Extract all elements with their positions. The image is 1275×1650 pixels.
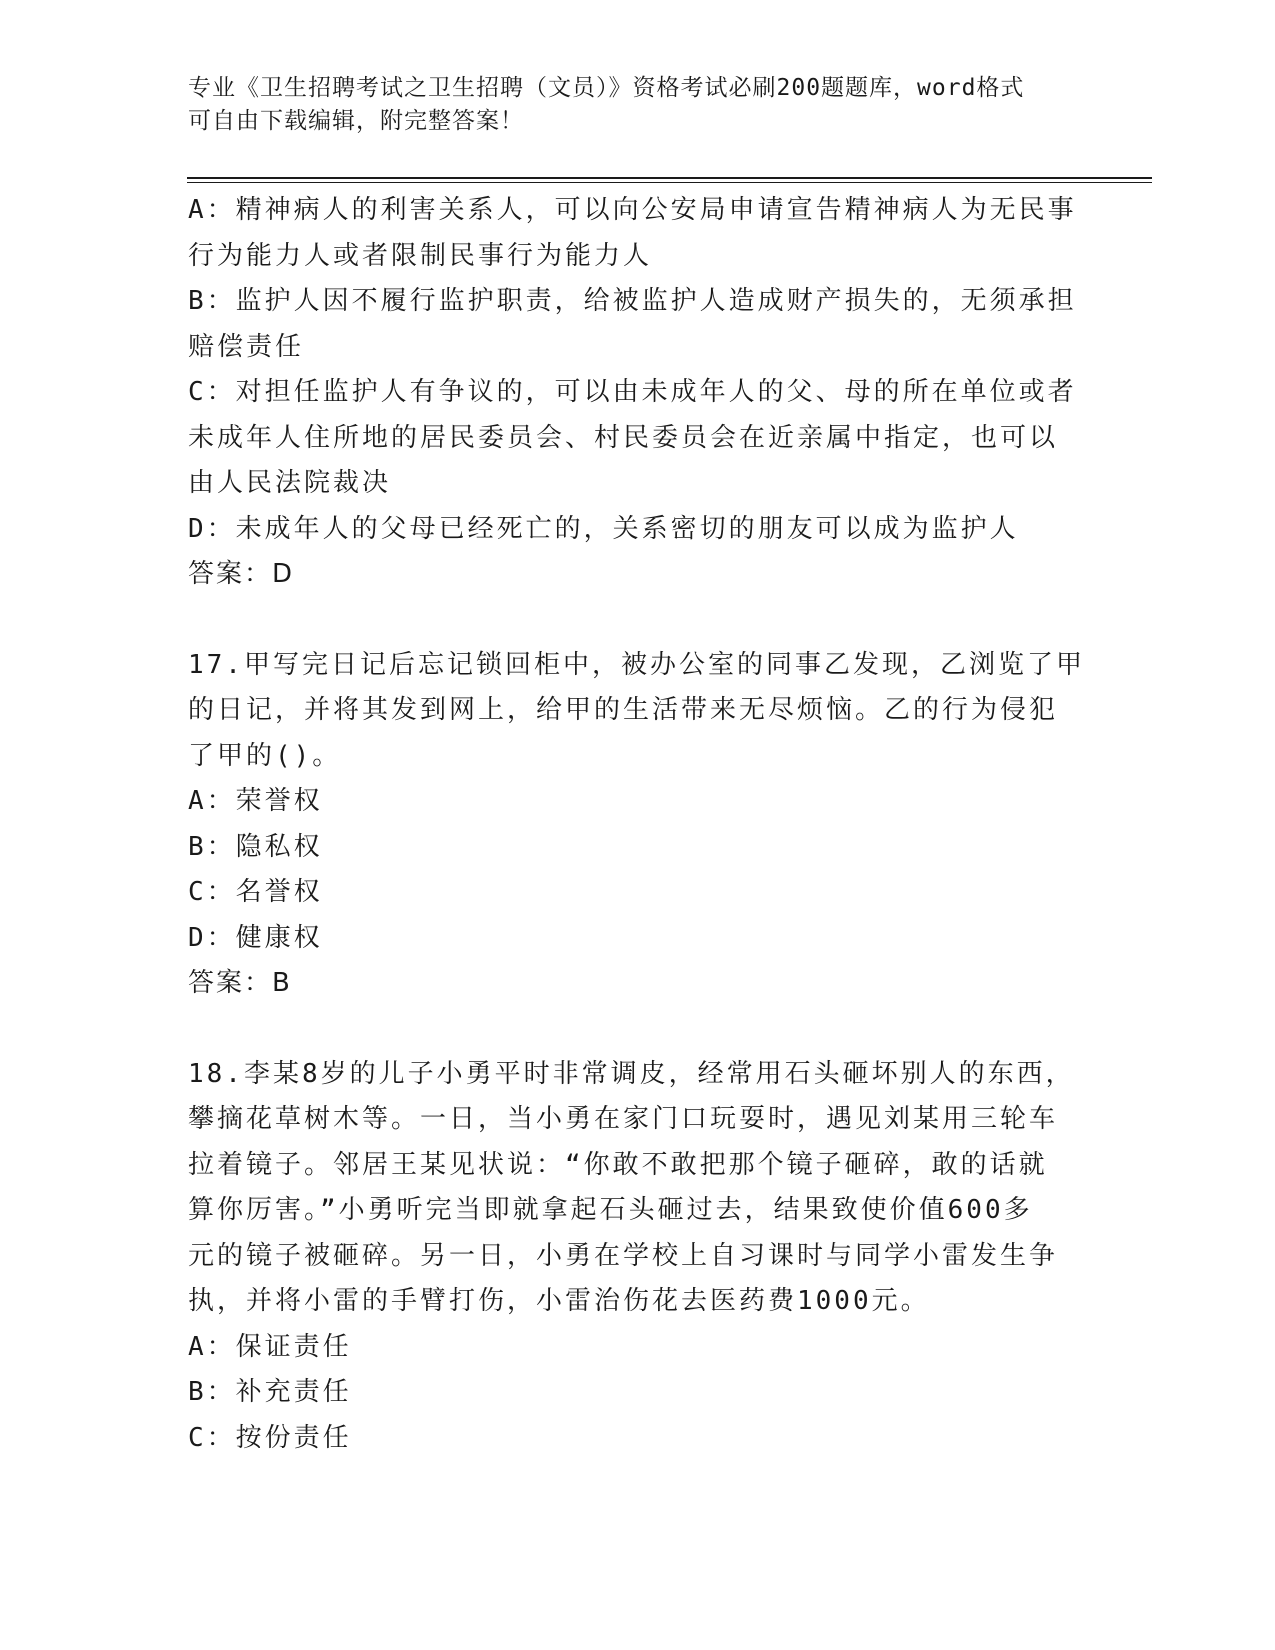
q17-stem-line-3: 了甲的()。 (188, 740, 342, 771)
q16-option-b-line-1: B：监护人因不履行监护职责，给被监护人造成财产损失的，无须承担 (188, 286, 1077, 316)
q18-stem-line-5: 元的镜子被砸碎。另一日，小勇在学校上自习课时与同学小雷发生争 (188, 1240, 1059, 1271)
q16-answer: 答案：D (188, 559, 295, 589)
q16-option-a-line-2: 行为能力人或者限制民事行为能力人 (188, 240, 653, 271)
q17-stem-line-2: 的日记，并将其发到网上，给甲的生活带来无尽烦恼。乙的行为侵犯 (188, 695, 1059, 725)
question-list (188, 188, 1085, 1461)
q18-stem-line-2: 攀摘花草树木等。一日，当小勇在家门口玩耍时，遇见刘某用三轮车 (188, 1104, 1059, 1134)
question-gap (188, 1007, 1078, 1052)
question-gap (188, 598, 1078, 643)
q18-stem-line-6: 执，并将小雷的手臂打伤，小雷治伤花去医药费1000元。 (188, 1286, 930, 1316)
header-rule-thin (187, 182, 1152, 183)
q18-option-c: C：按份责任 (188, 1422, 352, 1453)
q17-stem-line-1: 17.甲写完日记后忘记锁回柜中，被办公室的同事乙发现，乙浏览了甲 (188, 649, 1085, 680)
q17-answer: 答案：B (188, 968, 292, 998)
q18-option-a: A：保证责任 (188, 1331, 352, 1362)
q16-option-c-line-1: C：对担任监护人有争议的，可以由未成年人的父、母的所在单位或者 (188, 377, 1077, 407)
q16-option-c-line-3: 由人民法院裁决 (188, 468, 392, 498)
q16-option-a-line-1: A：精神病人的利害关系人，可以向公安局申请宣告精神病人为无民事 (188, 195, 1077, 225)
question-18 (188, 1052, 1078, 1462)
q18-stem-line-1: 18.李某8岁的儿子小勇平时非常调皮，经常用石头砸坏别人的东西， (188, 1058, 1075, 1089)
q17-option-b: B：隐私权 (188, 831, 323, 862)
document-header (188, 72, 1088, 138)
q16-option-c-line-2: 未成年人住所地的居民委员会、村民委员会在近亲属中指定，也可以 (188, 422, 1059, 453)
q17-option-a: A：荣誉权 (188, 786, 323, 816)
q16-option-b-line-2: 赔偿责任 (188, 331, 305, 362)
question-17 (188, 643, 1085, 1007)
question-16 (188, 188, 1078, 598)
q17-option-d: D：健康权 (188, 922, 323, 953)
q18-option-b: B：补充责任 (188, 1377, 352, 1407)
q18-stem-line-3: 拉着镜子。邻居王某见状说：“你敢不敢把那个镜子砸碎，敢的话就 (188, 1149, 1048, 1180)
q16-option-d-line-1: D：未成年人的父母已经死亡的，关系密切的朋友可以成为监护人 (188, 513, 1019, 544)
q17-option-c: C：名誉权 (188, 877, 323, 907)
q18-stem-line-4: 算你厉害。”小勇听完当即就拿起石头砸过去，结果致使价值600多 (188, 1195, 1033, 1225)
header-rule-thick (187, 177, 1152, 179)
header-line-1: 专业《卫生招聘考试之卫生招聘（文员）》资格考试必刷200题题库，word格式 (188, 75, 1025, 101)
header-line-2: 可自由下载编辑，附完整答案！ (188, 108, 524, 134)
